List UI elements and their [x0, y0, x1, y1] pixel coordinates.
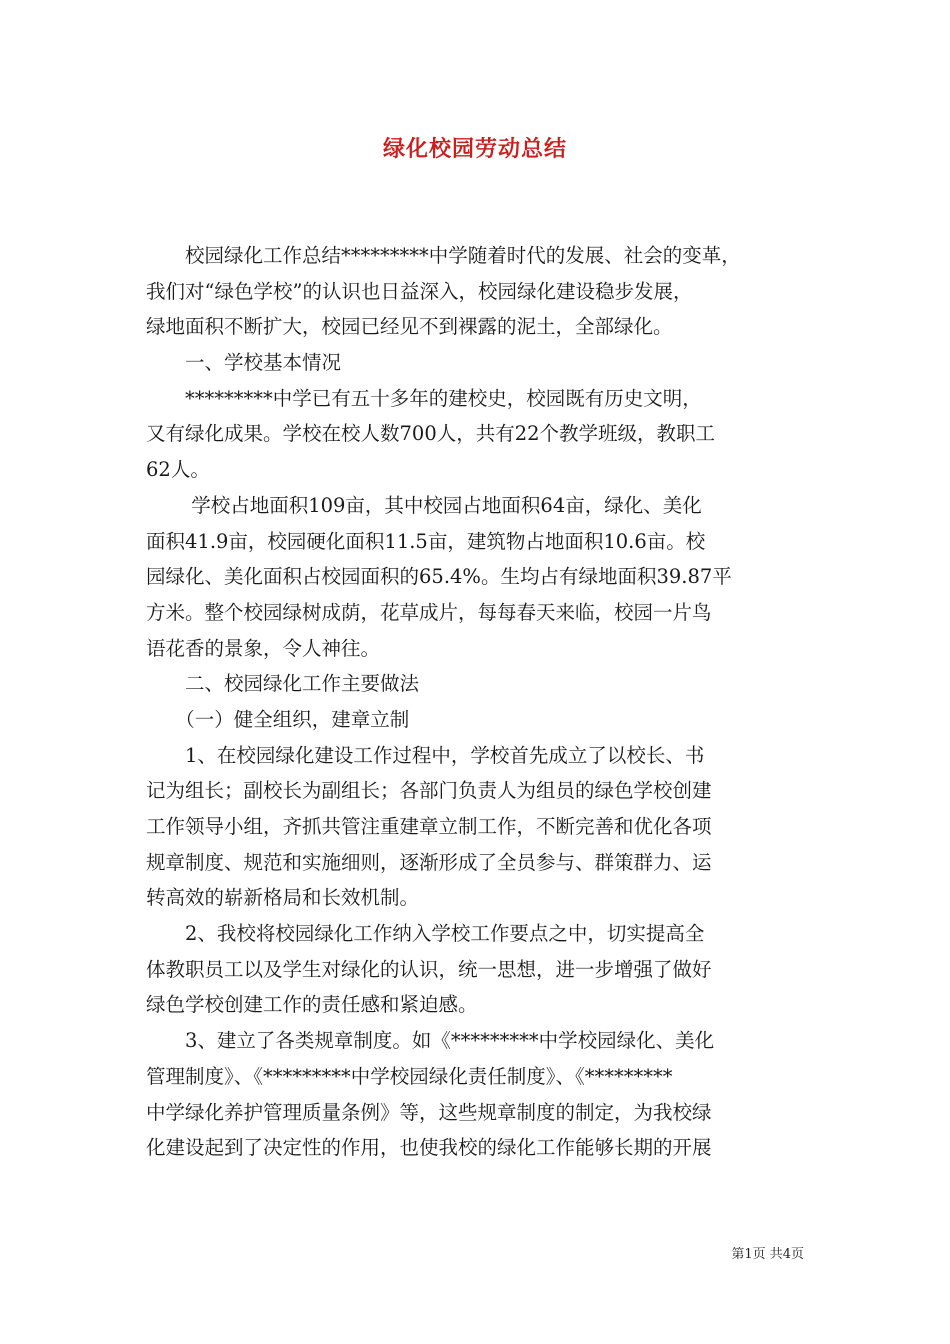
text-line: 转高效的崭新格局和长效机制。 [146, 886, 420, 910]
text-line: 绿色学校创建工作的责任感和紧迫感。 [146, 993, 478, 1017]
text-line: 化建设起到了决定性的作用，也使我校的绿化工作能够长期的开展 [146, 1136, 712, 1160]
text-line: 校园绿化工作总结*********中学随着时代的发展、社会的变革， [146, 244, 741, 267]
text-line: 体教职员工以及学生对绿化的认识，统一思想，进一步增强了做好 [146, 957, 712, 981]
text-line: 园绿化、美化面积占校园面积的65.4%。生均占有绿地面积39.87平 [146, 565, 732, 589]
text-line: 工作领导小组，齐抓共管注重建章立制工作，不断完善和优化各项 [146, 815, 712, 838]
text-line: 学校占地面积109亩，其中校园占地面积64亩，绿化、美化 [146, 493, 702, 517]
text-line: 面积41.9亩，校园硬化面积11.5亩，建筑物占地面积10.6亩。校 [146, 529, 706, 553]
text-line: 又有绿化成果。学校在校人数700人，共有22个教学班级，教职工 [146, 422, 716, 446]
text-line: 语花香的景象，令人神往。 [146, 636, 381, 660]
text-line: 62人。 [146, 458, 210, 482]
subsection-heading: （一）健全组织，建章立制 [146, 707, 410, 731]
text-line: 规章制度、规范和实施细则，逐渐形成了全员参与、群策群力、运 [146, 850, 712, 874]
text-line: 记为组长；副校长为副组长；各部门负责人为组员的绿色学校创建 [146, 779, 712, 803]
text-line: 1、在校园绿化建设工作过程中，学校首先成立了以校长、书 [146, 743, 705, 767]
page-number: 第1页 共4页 [731, 1247, 804, 1262]
document-title: 绿化校园劳动总结 [382, 137, 567, 162]
text-line: 绿地面积不断扩大，校园已经见不到裸露的泥土，全部绿化。 [146, 315, 673, 339]
text-line: 中学绿化养护管理质量条例》等，这些规章制度的制定，为我校绿 [146, 1100, 712, 1124]
text-line: 管理制度》、《*********中学校园绿化责任制度》、《********* [146, 1064, 673, 1088]
text-line: 我们对“绿色学校”的认识也日益深入，校园绿化建设稳步发展， [146, 279, 693, 303]
document-body [146, 238, 810, 1166]
section-heading: 一、学校基本情况 [146, 351, 342, 375]
section-heading: 二、校园绿化工作主要做法 [146, 672, 420, 696]
text-line: 3、建立了各类规章制度。如《*********中学校园绿化、美化 [146, 1029, 715, 1053]
text-line: *********中学已有五十多年的建校史，校园既有历史文明， [146, 386, 702, 410]
text-line: 2、我校将校园绿化工作纳入学校工作要点之中，切实提高全 [146, 922, 705, 946]
text-line: 方米。整个校园绿树成荫，花草成片，每每春天来临，校园一片鸟 [146, 600, 712, 624]
